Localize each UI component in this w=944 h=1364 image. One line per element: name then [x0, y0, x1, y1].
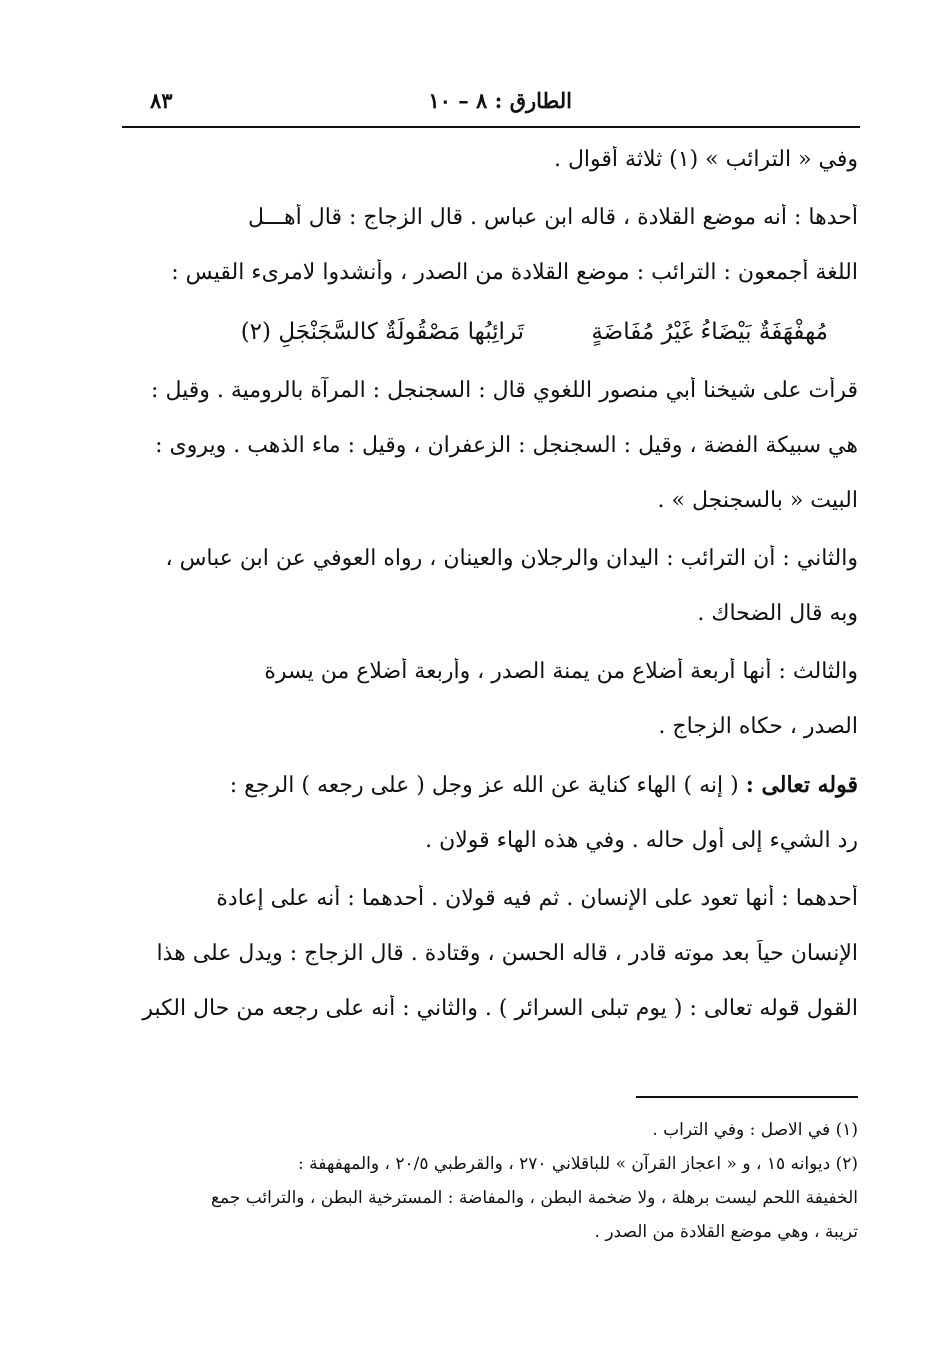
paragraph-first-saying-line-3: القول قوله تعالى : ( يوم تبلى السرائر ) . والثاني : أنه على رجعه من حال الكبر	[142, 996, 858, 1021]
footnote-2-line-2: الخفيفة اللحم ليست برهلة ، ولا ضخمة البطن ، والمفاضة : المسترخية البطن ، والترائب جمع	[210, 1188, 858, 1208]
footnote-rule	[636, 1096, 858, 1098]
paragraph-sajanjal-line-1: قرأت على شيخنا أبي منصور اللغوي قال : السجنجل : المرآة بالرومية . وقيل :	[151, 378, 858, 403]
header-rule	[122, 126, 860, 128]
paragraph-second-opinion-line-1: والثاني : أن الترائب : اليدان والرجلان والعينان ، رواه العوفي عن ابن عباس ،	[165, 546, 858, 571]
running-title: الطارق : ٨ – ١٠	[428, 88, 572, 113]
poem-hemistich-2: تَرائِبُها مَصْقُولَةٌ كالسَّجَنْجَلِ (٢)	[240, 319, 525, 345]
page-number: ٨٣	[150, 88, 173, 113]
poem-verse	[122, 317, 828, 347]
paragraph-sajanjal-line-3: البيت « بالسجنجل » .	[657, 488, 858, 513]
main-text	[122, 146, 858, 1023]
footnotes	[124, 1118, 858, 1254]
paragraph-intro: وفي « الترائب » (١) ثلاثة أقوال .	[553, 147, 858, 172]
paragraph-first-saying-line-1: أحدهما : أنها تعود على الإنسان . ثم فيه قولان . أحدهما : أنه على إعادة	[216, 886, 858, 911]
footnote-2-line-1: (٢) ديوانه ١٥ ، و « اعجاز القرآن » للباقلاني ٢٧٠ ، والقرطبي ٢٠/٥ ، والمهفهفة :	[298, 1154, 858, 1174]
paragraph-third-opinion-line-1: والثالث : أنها أربعة أضلاع من يمنة الصدر ، وأربعة أضلاع من يسرة	[264, 659, 858, 684]
paragraph-verse-commentary-line-2: رد الشيء إلى أول حاله . وفي هذه الهاء قولان .	[425, 828, 858, 853]
paragraph-first-opinion-line-2: اللغة أجمعون : الترائب : موضع القلادة من الصدر ، وأنشدوا لامرىء القيس :	[171, 260, 858, 285]
poem-hemistich-1: مُهفْهَفَةٌ بَيْضَاءُ غَيْرُ مُفَاضَةٍ	[591, 319, 828, 345]
footnote-2-line-3: تريبة ، وهي موضع القلادة من الصدر .	[594, 1222, 858, 1242]
footnote-1: (١) في الاصل : وفي التراب .	[652, 1120, 858, 1140]
paragraph-second-opinion-line-2: وبه قال الضحاك .	[697, 601, 858, 626]
paragraph-first-saying-line-2: الإنسان حياً بعد موته قادر ، قاله الحسن ، وقتادة . قال الزجاج : ويدل على هذا	[156, 941, 858, 966]
paragraph-third-opinion-line-2: الصدر ، حكاه الزجاج .	[658, 714, 858, 739]
page-header	[122, 86, 862, 122]
paragraph-verse-commentary-line-1	[122, 771, 858, 800]
paragraph-first-opinion-line-1: أحدها : أنه موضع القلادة ، قاله ابن عباس . قال الزجاج : قال أهـــل	[248, 205, 858, 230]
verse-commentary-text: ( إنه ) الهاء كناية عن الله عز وجل ( على رجعه ) الرجع :	[229, 773, 739, 798]
paragraph-sajanjal-line-2: هي سبيكة الفضة ، وقيل : السجنجل : الزعفران ، وقيل : ماء الذهب . ويروى :	[155, 433, 858, 458]
verse-lead: قوله تعالى :	[745, 772, 858, 798]
